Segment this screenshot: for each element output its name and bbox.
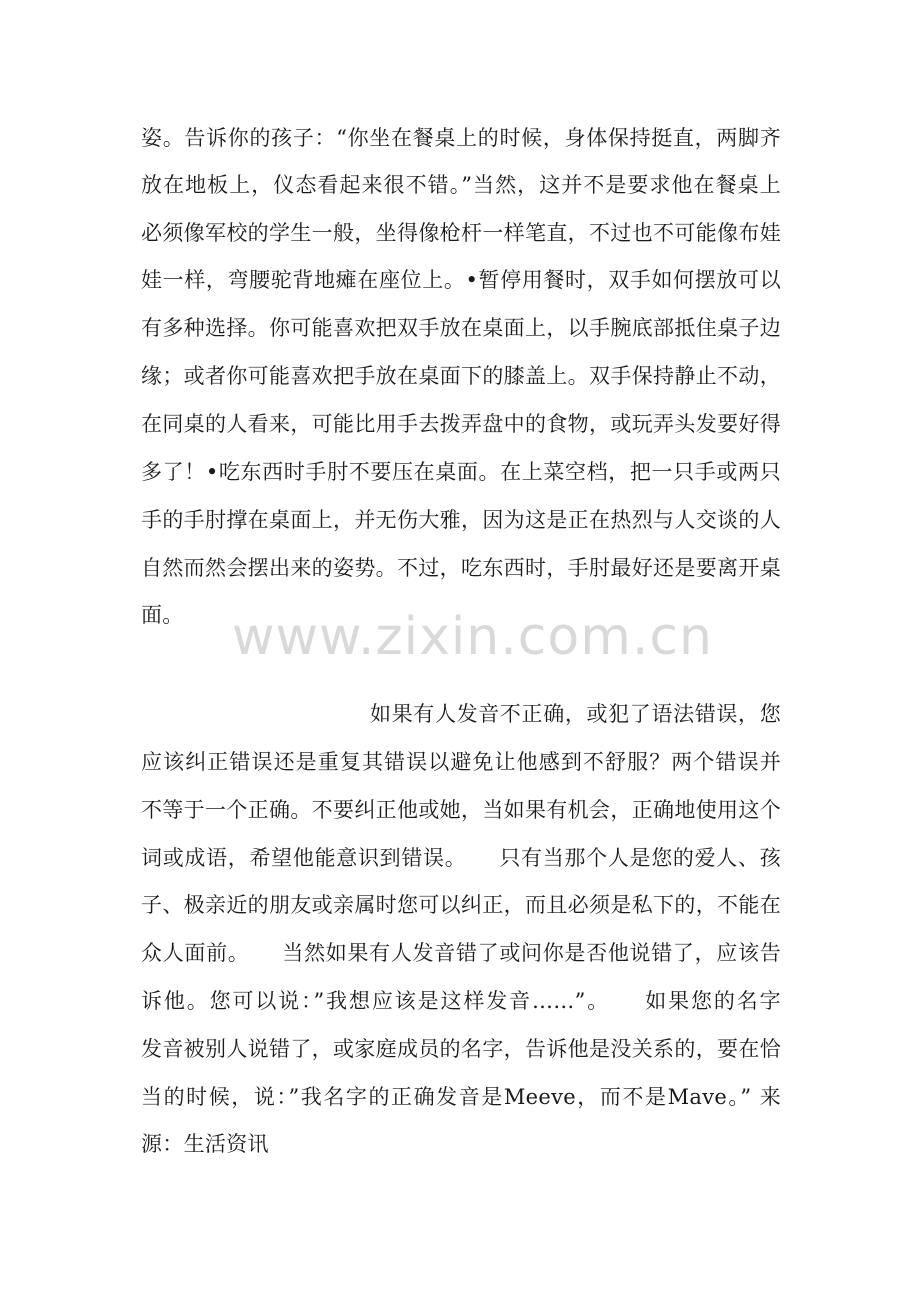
paragraph-2-line: 众人面前。 当然如果有人发音错了或问你是否他说错了，应该告 (141, 941, 781, 965)
paragraph-1-line: 放在地板上，仪态看起来很不错。”当然，这并不是要求他在餐桌上 (141, 173, 781, 197)
paragraph-1-line: 必须像军校的学生一般，坐得像枪杆一样笔直，不过也不可能像布娃 (141, 221, 781, 245)
paragraph-1-line: 多了！•吃东西时手肘不要压在桌面。在上菜空档，把一只手或两只 (141, 460, 781, 484)
paragraph-1-line: 自然而然会摆出来的姿势。不过，吃东西时，手肘最好还是要离开桌 (141, 556, 781, 580)
paragraph-2-line: 应该纠正错误还是重复其错误以避免让他感到不舒服？两个错误并 (141, 750, 781, 774)
paragraph-1-line: 缘；或者你可能喜欢把手放在桌面下的膝盖上。双手保持静止不动， (141, 364, 781, 388)
paragraph-1-line: 面。 (141, 603, 184, 627)
paragraph-2-line: 如果有人发音不正确，或犯了语法错误，您 (370, 702, 781, 726)
paragraph-2-line: 词或成语，希望他能意识到错误。 只有当那个人是您的爱人、孩 (141, 846, 781, 870)
paragraph-2-line: 源：生活资讯 (141, 1132, 269, 1156)
paragraph-1-line: 手的手肘撑在桌面上，并无伤大雅，因为这是正在热烈与人交谈的人 (141, 508, 781, 532)
paragraph-2-line: 不等于一个正确。不要纠正他或她，当如果有机会，正确地使用这个 (141, 798, 781, 822)
paragraph-2-line: 当的时候，说：”我名字的正确发音是Meeve，而不是Mave。” 来 (141, 1085, 781, 1109)
paragraph-1-line: 在同桌的人看来，可能比用手去拨弄盘中的食物，或玩弄头发要好得 (141, 412, 781, 436)
watermark: www.zixin.com.cn (232, 607, 713, 667)
paragraph-2-line: 子、极亲近的朋友或亲属时您可以纠正，而且必须是私下的，不能在 (141, 893, 781, 917)
paragraph-2-line: 诉他。您可以说：”我想应该是这样发音……”。 如果您的名字 (141, 989, 781, 1013)
paragraph-1-line: 姿。告诉你的孩子：“你坐在餐桌上的时候，身体保持挺直，两脚齐 (141, 126, 781, 150)
paragraph-1-line: 娃一样，弯腰驼背地瘫在座位上。•暂停用餐时，双手如何摆放可以 (141, 268, 781, 292)
paragraph-2-line: 发音被别人说错了，或家庭成员的名字，告诉他是没关系的，要在恰 (141, 1037, 781, 1061)
paragraph-1-line: 有多种选择。你可能喜欢把双手放在桌面上，以手腕底部抵住桌子边 (141, 316, 781, 340)
